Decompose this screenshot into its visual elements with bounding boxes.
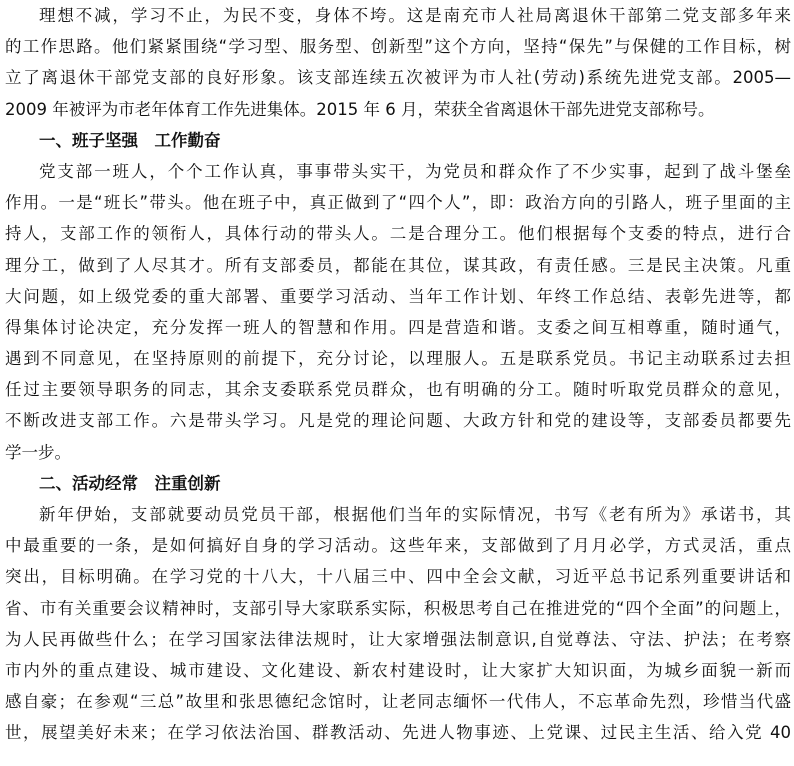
- section1-line-5: 大问题，如上级党委的重大部署、重要学习活动、当年工作计划、年终工作总结、表彰先进等，都: [5, 286, 791, 306]
- intro-line-3: 立了离退休干部党支部的良好形象。该支部连续五次被评为市人社(劳动)系统先进党支部。2005—: [5, 68, 791, 88]
- section2-line-1: 新年伊始，支部就要动员党员干部，根据他们当年的实际情况，书写《老有所为》承诺书，其: [39, 505, 791, 524]
- section2-line-4: 省、市有关重要会议精神时，支部引导大家联系实际，积极思考自己在推进党的“四个全面”的问题上，: [5, 598, 791, 618]
- intro-line-4: 2009 年被评为市老年体育工作先进集体。2015 年 6 月，荣获全省离退休干部先进党支部称号。: [5, 99, 715, 119]
- section2-line-3: 突出，目标明确。在学习党的十八大，十八届三中、四中全会文献，习近平总书记系列重要讲话和: [5, 567, 791, 587]
- section1-line-4: 理分工，做到了人尽其才。所有支部委员，都能在其位，谋其政，有责任感。三是民主决策。凡重: [5, 255, 791, 275]
- section1-line-10: 学一步。: [5, 442, 71, 462]
- intro-line-2: 的工作思路。他们紧紧围绕“学习型、服务型、创新型”这个方向，坚持“保先”与保健的工作目标，树: [5, 37, 791, 57]
- section1-line-3: 持人，支部工作的领衔人，具体行动的带头人。二是合理分工。他们根据每个支委的特点，进行合: [5, 224, 791, 244]
- section2-line-6: 市内外的重点建设、城市建设、文化建设、新农村建设时，让大家扩大知识面，为城乡面貌一新而: [5, 660, 791, 680]
- section1-line-9: 不断改进支部工作。六是带头学习。凡是党的理论问题、大政方针和党的建设等，支部委员都要先: [5, 411, 791, 431]
- section2-line-8: 世，展望美好未来；在学习依法治国、群教活动、先进人物事迹、上党课、过民主生活、给入党 40: [5, 723, 791, 743]
- section1-line-6: 得集体讨论决定，充分发挥一班人的智慧和作用。四是营造和谐。支委之间互相尊重，随时通气，: [5, 317, 791, 337]
- section2-line-5: 为人民再做些什么；在学习国家法律法规时，让大家增强法制意识,自觉尊法、守法、护法；在考察: [5, 629, 791, 649]
- section-heading-1: 一、班子坚强 工作勤奋: [39, 130, 221, 150]
- section1-line-8: 任过主要领导职务的同志，其余支委联系党员群众，也有明确的分工。随时听取党员群众的意见，: [5, 380, 791, 400]
- section1-line-1: 党支部一班人，个个工作认真，事事带头实干，为党员和群众作了不少实事，起到了战斗堡垒: [39, 161, 791, 181]
- document-page: [5, 0, 791, 749]
- section1-line-2: 作用。一是“班长”带头。他在班子中，真正做到了“四个人”，即：政治方向的引路人，班子里面的主: [5, 193, 791, 213]
- section2-line-2: 中最重要的一条，是如何搞好自身的学习活动。这些年来，支部做到了月月必学，方式灵活，重点: [5, 536, 791, 556]
- section1-line-7: 遇到不同意见，在坚持原则的前提下，充分讨论，以理服人。五是联系党员。书记主动联系过去担: [5, 349, 791, 369]
- section2-line-7: 感自豪；在参观“三总”故里和张思德纪念馆时，让老同志缅怀一代伟人，不忘革命先烈，珍惜当代盛: [5, 692, 791, 712]
- intro-line-1: 理想不减，学习不止，为民不变，身体不垮。这是南充市人社局离退休干部第二党支部多年来: [39, 6, 791, 25]
- section-heading-2: 二、活动经常 注重创新: [39, 473, 221, 493]
